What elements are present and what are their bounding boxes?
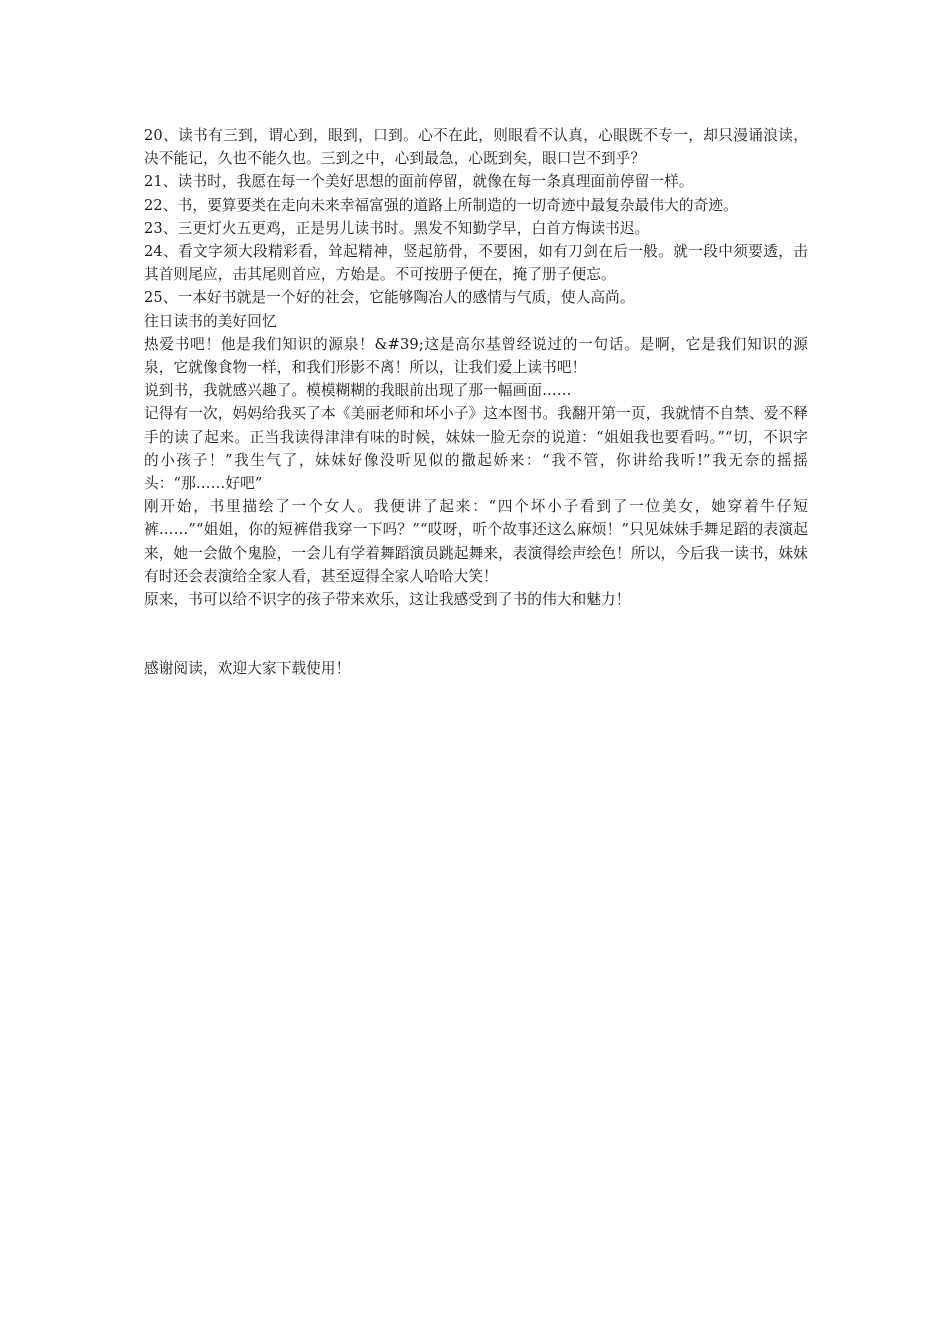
- essay-paragraph-4: 刚开始，书里描绘了一个女人。我便讲了起来：“四个坏小子看到了一位美女，她穿着牛仔短裤……”“姐姐，你的短裤借我穿一下吗？”“哎呀，听个故事还这么麻烦！”只见妹妹手舞足蹈的表演起来，她一会做个鬼脸，一会儿有学着舞蹈演员跳起舞来，表演得绘声绘色！所以，今后我一读书，妹妹有时还会表演给全家人看，甚至逗得全家人哈哈大笑！: [144, 498, 808, 585]
- essay-paragraph-5: 原来，书可以给不识字的孩子带来欢乐，这让我感受到了书的伟大和魅力！: [144, 591, 631, 609]
- essay-title: 往日读书的美好回忆: [144, 312, 277, 330]
- essay-paragraph-1: 热爱书吧！他是我们知识的源泉！&#39;这是高尔基曾经说过的一句话。是啊，它是我们知识的源泉，它就像食物一样，和我们形影不离！所以，让我们爱上读书吧！: [144, 335, 808, 377]
- quote-25: 25、一本好书就是一个好的社会，它能够陶冶人的感情与气质，使人高尚。: [144, 289, 635, 307]
- essay-paragraph-3: 记得有一次，妈妈给我买了本《美丽老师和坏小子》这本图书。我翻开第一页，我就情不自禁、爱不释手的读了起来。正当我读得津津有味的时候，妹妹一脸无奈的说道：“姐姐我也要看吗。”“切，不识字的小孩子！”我生气了，妹妹好像没听见似的撒起娇来：“我不管，你讲给我听!”我无奈的摇摇头：“那……好吧”: [144, 405, 808, 493]
- quote-20: 20、读书有三到，谓心到，眼到，口到。心不在此，则眼看不认真，心眼既不专一，却只漫诵浪读，决不能记，久也不能久也。三到之中，心到最急，心既到矣，眼口岂不到乎？: [144, 127, 808, 168]
- document-body: [144, 124, 808, 680]
- essay-paragraph-2: 说到书，我就感兴趣了。模模糊糊的我眼前出现了那一幅画面……: [144, 382, 572, 400]
- quote-22: 22、书，要算要类在走向未来幸福富强的道路上所制造的一切奇迹中最复杂最伟大的奇迹。: [144, 196, 738, 214]
- quote-24: 24、看文字须大段精彩看，耸起精神，竖起筋骨，不要困，如有刀剑在后一般。就一段中须要透，击其首则尾应，击其尾则首应，方始是。不可按册子便在，掩了册子便忘。: [144, 243, 808, 284]
- quote-21: 21、读书时，我愿在每一个美好思想的面前停留，就像在每一条真理面前停留一样。: [144, 173, 694, 191]
- closing-note: 感谢阅读，欢迎大家下载使用！: [144, 660, 351, 678]
- quote-23: 23、三更灯火五更鸡，正是男儿读书时。黑发不知勤学早，白首方悔读书迟。: [144, 219, 650, 237]
- blank-gap: [144, 611, 808, 657]
